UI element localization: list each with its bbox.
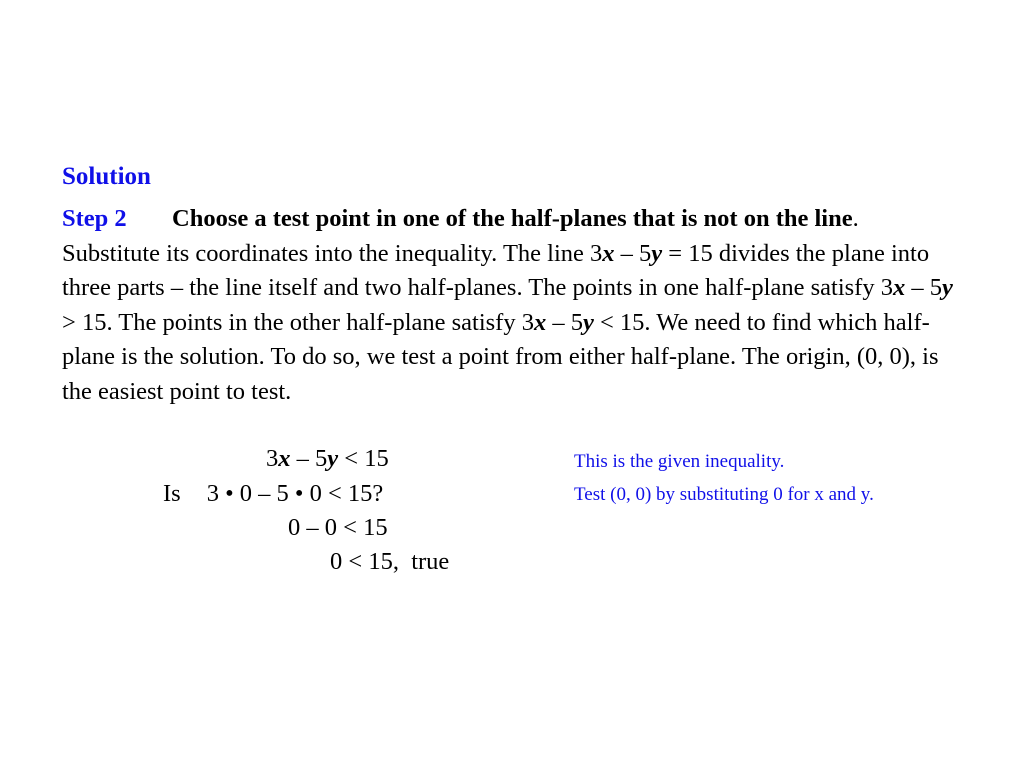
work-line-simplify: 0 – 0 < 15 (288, 514, 388, 541)
step-2-paragraph (62, 202, 962, 409)
note-given-inequality: This is the given inequality. (574, 451, 785, 472)
solution-heading: Solution (62, 163, 151, 190)
var-y: y (651, 239, 663, 267)
step-text: = 15 divides the plane into three parts – the line itself and two half-planes. The points in one half-plane satisfy 3 (62, 239, 930, 301)
work-line-result (330, 546, 449, 578)
step-text: – 5 (905, 274, 942, 301)
step-text: . Substitute its coordinates into the inequality. The line 3 (62, 205, 859, 267)
step-text: – 5 (546, 308, 583, 336)
work-text: true (411, 548, 450, 575)
step-instruction-bold-line: line (814, 205, 853, 232)
work-text: 3 • 0 – 5 • 0 < 15? (206, 480, 384, 507)
var-x: x (278, 445, 291, 472)
var-x: x (892, 274, 906, 301)
work-text: 0 < 15, (330, 548, 399, 575)
work-text: 3 (266, 445, 279, 472)
step-text: < 15. We need to find which half-plane is the solution. To do so, we test a point from either half-plane. The origin, (0, 0), is the easiest point to test. (62, 308, 939, 405)
var-y: y (582, 308, 594, 336)
var-x: x (533, 308, 547, 336)
step-label: Step 2 (62, 205, 127, 232)
var-x: x (602, 239, 615, 267)
work-text: < 15 (338, 445, 389, 472)
note-test-origin: Test (0, 0) by substituting 0 for x and y. (574, 484, 874, 505)
work-line-inequality (266, 443, 389, 475)
work-line-substitution (163, 478, 383, 510)
step-text: > 15. The points in the other half-plane satisfy 3 (62, 308, 534, 336)
work-text: – 5 (290, 445, 328, 472)
var-y: y (941, 274, 953, 301)
var-y: y (327, 445, 339, 472)
step-instruction-bold: Choose a test point in one of the half-planes that is not on the (172, 205, 809, 232)
step-text: – 5 (614, 239, 652, 267)
work-text: Is (163, 480, 181, 507)
